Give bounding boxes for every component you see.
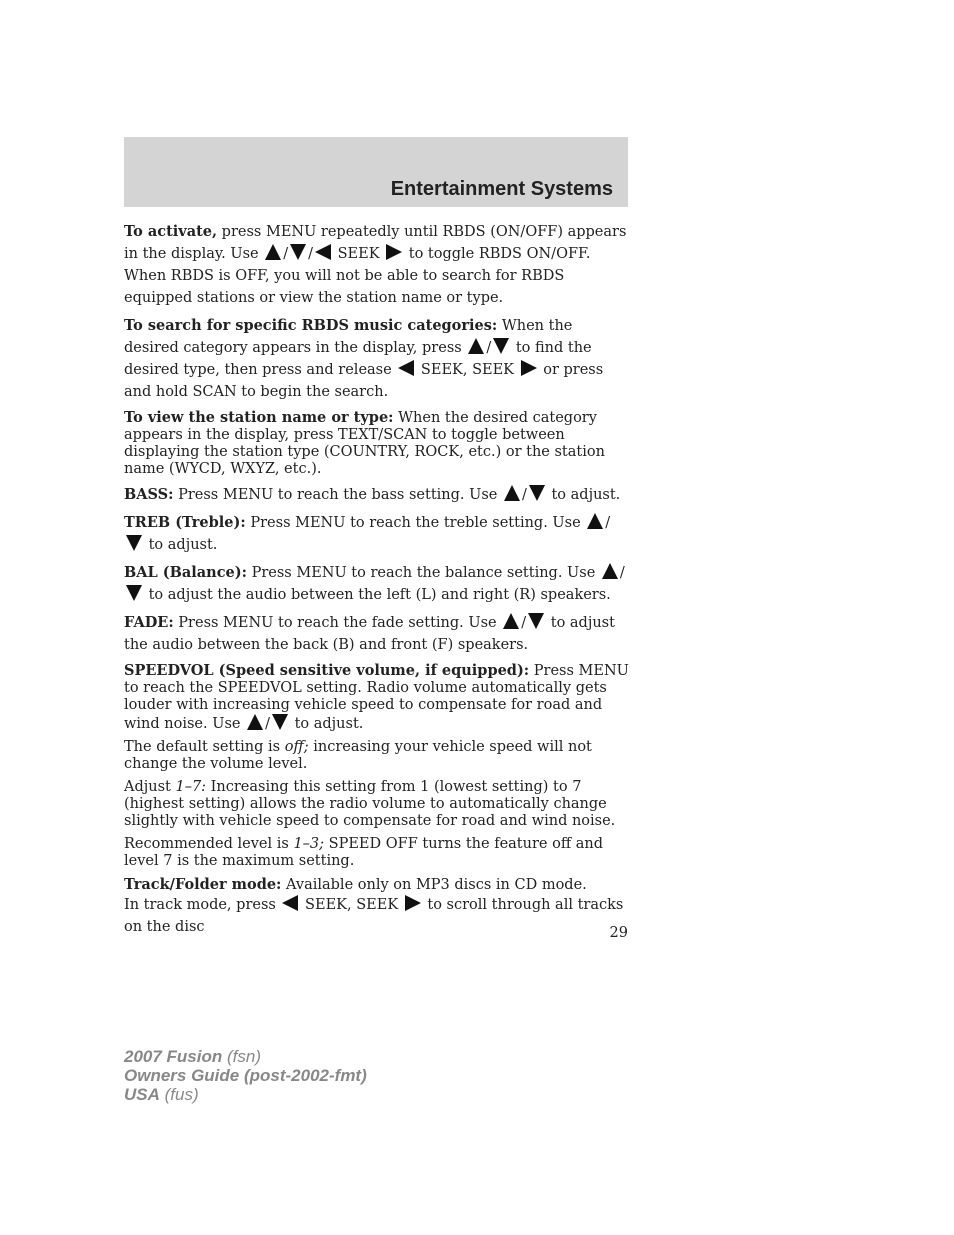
right-arrow-icon	[386, 244, 402, 260]
down-arrow-icon	[529, 485, 545, 501]
page-number: 29	[609, 925, 628, 941]
left-arrow-icon	[398, 360, 414, 376]
paragraph-bass: BASS: Press MENU to reach the bass setting. Use / to adjust.	[124, 486, 621, 503]
paragraph-label: Track/Folder mode:	[124, 876, 282, 893]
left-arrow-icon	[315, 244, 331, 260]
paragraph-label: FADE:	[124, 614, 174, 631]
up-arrow-icon	[503, 613, 519, 629]
down-arrow-icon	[126, 535, 142, 551]
paragraph-track-folder: Track/Folder mode: Available only on MP3 discs in CD mode.	[124, 876, 587, 893]
paragraph-label: SPEEDVOL (Speed sensitive volume, if equipped):	[124, 662, 530, 679]
paragraph-recommended: Recommended level is 1–3; SPEED OFF turns the feature off and level 7 is the maximum setting.	[124, 836, 603, 869]
down-arrow-icon	[528, 613, 544, 629]
paragraph-view-station: To view the station name or type: When the desired category appears in the display, press TEXT/SCAN to toggle between displaying the station type (COUNTRY, ROCK, etc.) or the station name (WYCD, WXYZ, etc.).	[124, 409, 605, 477]
left-arrow-icon	[282, 895, 298, 911]
right-arrow-icon	[521, 360, 537, 376]
paragraph-label: To view the station name or type:	[124, 409, 394, 426]
right-arrow-icon	[405, 895, 421, 911]
up-arrow-icon	[587, 513, 603, 529]
paragraph-label: To search for specific RBDS music categories:	[124, 317, 498, 334]
paragraph-speedvol: SPEEDVOL (Speed sensitive volume, if equipped): Press MENU to reach the SPEEDVOL setting. Radio volume automatically gets louder with increasing vehicle speed to compensate for road and wind noise. Use / to adjust.	[124, 662, 629, 732]
paragraph-default-setting: The default setting is off; increasing your vehicle speed will not change the volume level.	[124, 739, 592, 772]
down-arrow-icon	[126, 585, 142, 601]
paragraph-label: BAL (Balance):	[124, 564, 247, 581]
footer-line-market: USA (fus)	[124, 1085, 199, 1104]
down-arrow-icon	[272, 714, 288, 730]
up-arrow-icon	[247, 714, 263, 730]
up-arrow-icon	[602, 563, 618, 579]
paragraph-track-mode: In track mode, press SEEK, SEEK to scroll through all tracks on the disc	[124, 897, 624, 935]
footer-line-guide: Owners Guide (post-2002-fmt)	[124, 1066, 367, 1085]
up-arrow-icon	[504, 485, 520, 501]
paragraph-label: BASS:	[124, 486, 174, 503]
paragraph-label: TREB (Treble):	[124, 514, 246, 531]
down-arrow-icon	[290, 244, 306, 260]
down-arrow-icon	[493, 338, 509, 354]
section-title: Entertainment Systems	[390, 178, 613, 200]
up-arrow-icon	[468, 338, 484, 354]
paragraph-activate: To activate, press MENU repeatedly until RBDS (ON/OFF) appears in the display. Use / / SEEK to toggle RBDS ON/OFF. When RBDS is OFF, you will not be able to search for RBDS equipped stations or view the station name or type.	[124, 223, 627, 306]
section-header-band	[124, 137, 628, 207]
paragraph-treble: TREB (Treble): Press MENU to reach the treble setting. Use / to adjust.	[124, 514, 611, 553]
footer-line-model: 2007 Fusion (fsn)	[124, 1047, 261, 1066]
paragraph-balance: BAL (Balance): Press MENU to reach the balance setting. Use / to adjust the audio between the left (L) and right (R) speakers.	[124, 564, 625, 603]
paragraph-fade: FADE: Press MENU to reach the fade setting. Use / to adjust the audio between the back (B) and front (F) speakers.	[124, 614, 615, 653]
paragraph-label: To activate,	[124, 223, 218, 240]
paragraph-adjust: Adjust 1–7: Increasing this setting from 1 (lowest setting) to 7 (highest setting) allows the radio volume to automatically change slightly with vehicle speed to compensate for road and wind noise.	[124, 779, 616, 829]
document-footer	[124, 1047, 367, 1104]
paragraph-search: To search for specific RBDS music categories: When the desired category appears in the display, press / to find the desired type, then press and release SEEK, SEEK or press and hold SCAN to begin the search.	[124, 317, 604, 400]
page-content	[124, 221, 629, 944]
up-arrow-icon	[265, 244, 281, 260]
